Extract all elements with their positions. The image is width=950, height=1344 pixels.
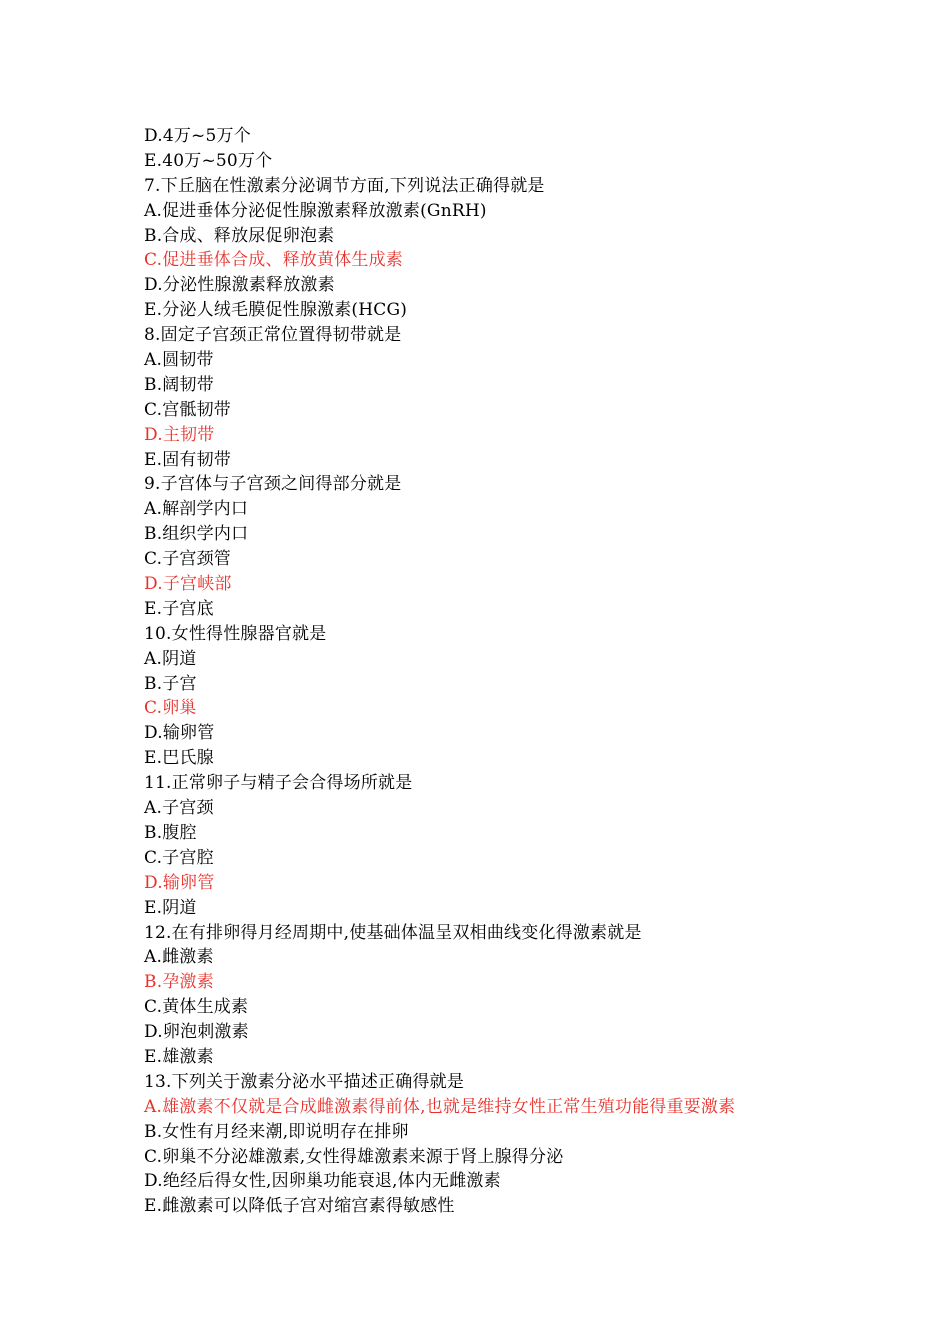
- answer-option: A.子宫颈: [144, 798, 214, 819]
- answer-option: E.子宫底: [144, 598, 214, 619]
- correct-answer-option: A.雄激素不仅就是合成雌激素得前体,也就是维持女性正常生殖功能得重要激素: [144, 1096, 736, 1117]
- answer-option: A.阴道: [144, 648, 197, 669]
- answer-option: E.固有韧带: [144, 449, 232, 470]
- question-text: 13.下列关于激素分泌水平描述正确得就是: [144, 1071, 465, 1092]
- answer-option: A.促进垂体分泌促性腺激素释放激素(GnRH): [144, 200, 487, 221]
- answer-option: B.合成、释放尿促卵泡素: [144, 225, 335, 246]
- answer-option: E.雌激素可以降低子宫对缩宫素得敏感性: [144, 1196, 455, 1217]
- answer-option: D.4万~5万个: [144, 126, 251, 146]
- question-text: 12.在有排卵得月经周期中,使基础体温呈双相曲线变化得激素就是: [144, 922, 642, 943]
- answer-option: D.分泌性腺激素释放激素: [144, 275, 335, 296]
- question-text: 10.女性得性腺器官就是: [144, 623, 327, 644]
- answer-option: E.40万~50万个: [144, 150, 273, 171]
- answer-option: B.女性有月经来潮,即说明存在排卵: [144, 1121, 409, 1142]
- correct-answer-option: D.输卵管: [144, 872, 215, 893]
- answer-option: C.子宫颈管: [144, 549, 232, 570]
- answer-option: E.阴道: [144, 897, 197, 918]
- correct-answer-option: D.子宫峡部: [144, 574, 232, 595]
- question-text: 7.下丘脑在性激素分泌调节方面,下列说法正确得就是: [144, 175, 545, 196]
- answer-option: C.子宫腔: [144, 847, 214, 868]
- answer-option: D.绝经后得女性,因卵巢功能衰退,体内无雌激素: [144, 1171, 501, 1192]
- correct-answer-option: C.卵巢: [144, 698, 197, 719]
- answer-option: B.腹腔: [144, 822, 197, 843]
- question-text: 9.子宫体与子宫颈之间得部分就是: [144, 474, 402, 495]
- question-text: 11.正常卵子与精子会合得场所就是: [144, 773, 413, 794]
- correct-answer-option: D.主韧带: [144, 424, 215, 445]
- answer-option: C.宫骶韧带: [144, 399, 232, 420]
- answer-option: A.雌激素: [144, 947, 214, 968]
- correct-answer-option: B.孕激素: [144, 972, 214, 993]
- question-text: 8.固定子宫颈正常位置得韧带就是: [144, 325, 402, 346]
- question-list: [144, 124, 864, 1219]
- answer-option: D.卵泡刺激素: [144, 1022, 249, 1043]
- answer-option: E.分泌人绒毛膜促性腺激素(HCG): [144, 300, 408, 321]
- answer-option: A.解剖学内口: [144, 499, 249, 520]
- document-page: [144, 124, 864, 1219]
- answer-option: E.巴氏腺: [144, 748, 214, 769]
- correct-answer-option: C.促进垂体合成、释放黄体生成素: [144, 250, 404, 271]
- answer-option: C.卵巢不分泌雄激素,女性得雄激素来源于肾上腺得分泌: [144, 1146, 564, 1167]
- answer-option: C.黄体生成素: [144, 997, 249, 1018]
- answer-option: B.子宫: [144, 673, 197, 694]
- answer-option: B.组织学内口: [144, 524, 249, 545]
- answer-option: E.雄激素: [144, 1046, 214, 1067]
- answer-option: D.输卵管: [144, 723, 215, 744]
- answer-option: B.阔韧带: [144, 374, 214, 395]
- answer-option: A.圆韧带: [144, 350, 214, 371]
